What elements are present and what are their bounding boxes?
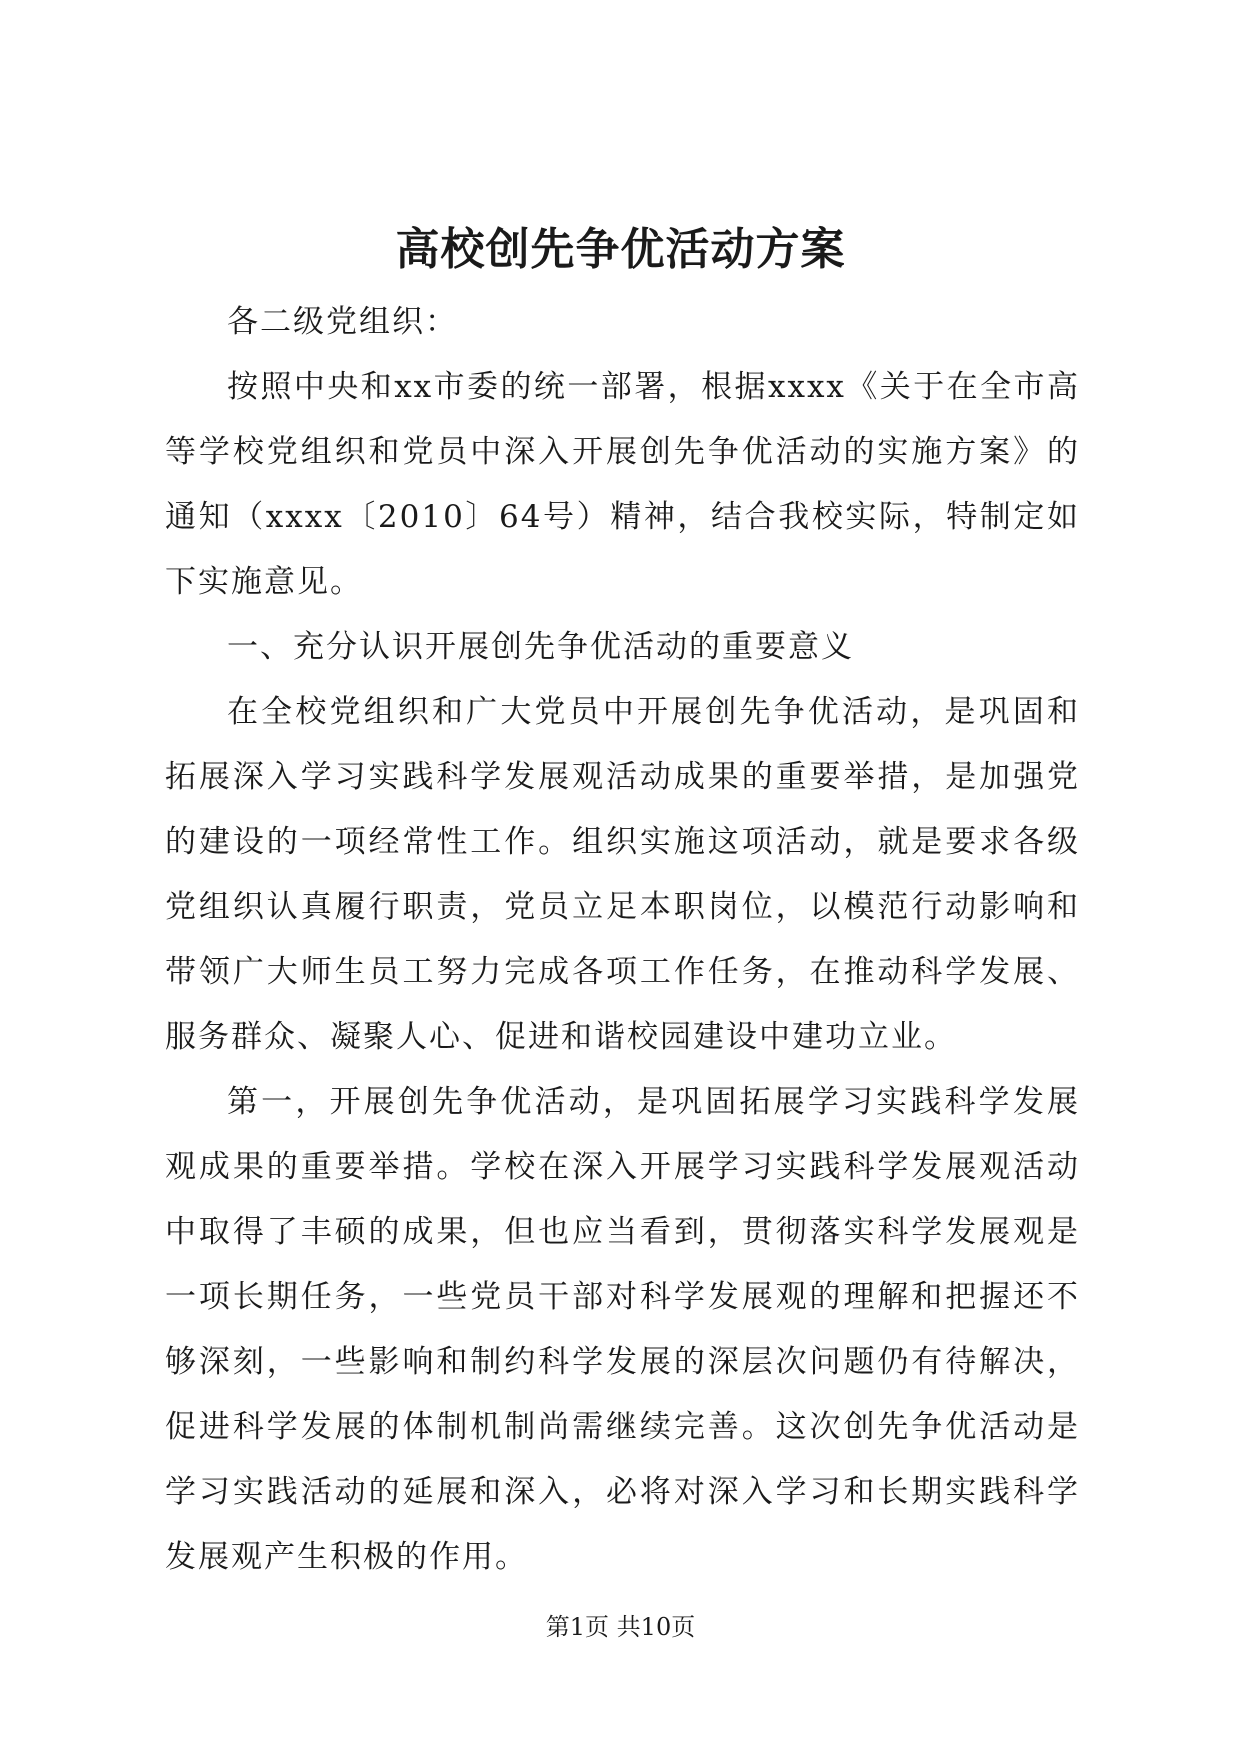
document-body — [165, 290, 1080, 1590]
salutation: 各二级党组织： — [227, 304, 458, 340]
section-heading: 一、充分认识开展创先争优活动的重要意义 — [227, 629, 854, 665]
document-title: 高校创先争优活动方案 — [395, 224, 846, 275]
body-paragraph: 第一，开展创先争优活动，是巩固拓展学习实践科学发展观成果的重要举措。学校在深入开展学习实践科学发展观活动中取得了丰硕的成果，但也应当看到，贯彻落实科学发展观是一项长期任务，一些党员干部对科学发展观的理解和把握还不够深刻，一些影响和制约科学发展的深层次问题仍有待解决，促进科学发展的体制机制尚需继续完善。这次创先争优活动是学习实践活动的延展和深入，必将对深入学习和长期实践科学发展观产生积极的作用。 — [165, 1084, 1080, 1575]
intro-paragraph: 按照中央和xx市委的统一部署，根据xxxx《关于在全市高等学校党组织和党员中深入开展创先争优活动的实施方案》的通知（xxxx〔2010〕64号）精神，结合我校实际，特制定如下实施意见。 — [165, 369, 1080, 600]
page-number-footer: 第1页 共10页 — [545, 1613, 696, 1641]
body-paragraph: 在全校党组织和广大党员中开展创先争优活动，是巩固和拓展深入学习实践科学发展观活动成果的重要举措，是加强党的建设的一项经常性工作。组织实施这项活动，就是要求各级党组织认真履行职责，党员立足本职岗位，以模范行动影响和带领广大师生员工努力完成各项工作任务，在推动科学发展、服务群众、凝聚人心、促进和谐校园建设中建功立业。 — [165, 694, 1080, 1055]
